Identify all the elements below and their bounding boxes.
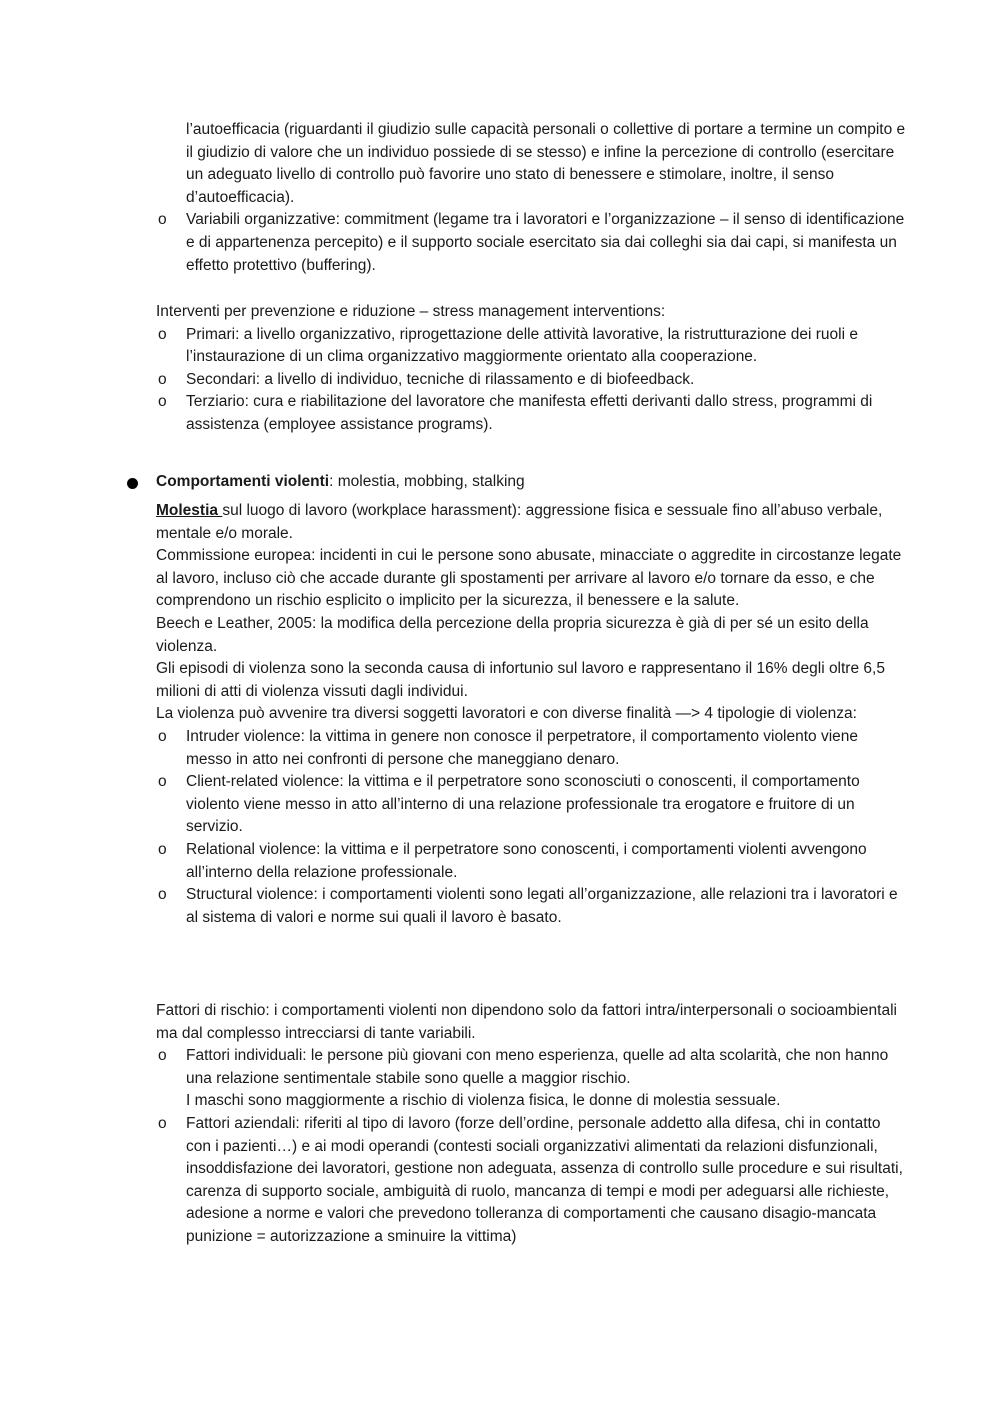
list-item-text: Relational violence: la vittima e il perpetratore sono conoscenti, i comportamenti violenti avvengono all’interno della relazione professionale. bbox=[186, 840, 867, 881]
list-marker: o bbox=[158, 393, 167, 411]
list-item bbox=[156, 1045, 906, 1113]
list-item bbox=[156, 771, 906, 839]
violence-title bbox=[156, 471, 906, 494]
violence-title-bold: Comportamenti violenti bbox=[156, 473, 330, 490]
section-interventions bbox=[156, 301, 906, 437]
list-item bbox=[156, 369, 906, 392]
list-item bbox=[156, 1113, 906, 1249]
molestia-term: Molestia bbox=[156, 502, 223, 519]
variables-list bbox=[156, 209, 906, 277]
list-marker: o bbox=[158, 370, 167, 388]
risk-heading: Fattori di rischio: i comportamenti violenti non dipendono solo da fattori intra/interpersonali o socioambientali ma dal complesso intrecciarsi di tante variabili. bbox=[156, 1002, 897, 1042]
list-item-text: Client-related violence: la vittima e il perpetratore sono sconosciuti o conoscenti, il comportamento violento viene messo in atto all’interno di una relazione professionale tra erogatore e fruitore di un servizio. bbox=[186, 773, 860, 836]
list-marker: o bbox=[158, 1047, 167, 1065]
list-item bbox=[156, 726, 906, 771]
list-item bbox=[156, 209, 906, 277]
list-marker: o bbox=[158, 1114, 167, 1132]
continuation-text: l’autoefficacia (riguardanti il giudizio sulle capacità personali o collettive di portare a termine un compito e il giudizio di valore che un individuo possiede di se stesso) e infine la percezione di controllo (esercitare un adeguato livello di controllo può favorire uno stato di benessere e stimolare, inoltre, il senso d’autoefficacia). bbox=[186, 121, 906, 206]
list-item-text: Secondari: a livello di individuo, tecniche di rilassamento e di biofeedback. bbox=[186, 370, 695, 388]
statistics-paragraph: Gli episodi di violenza sono la seconda causa di infortunio sul lavoro e rappresentano il 16% degli oltre 6,5 milioni di atti di violenza vissuti dagli individui. bbox=[156, 660, 885, 700]
risk-list bbox=[156, 1045, 906, 1248]
list-marker: o bbox=[158, 727, 167, 745]
list-item bbox=[156, 324, 906, 369]
list-item-text: Variabili organizzative: commitment (legame tra i lavoratori e l’organizzazione – il senso di identificazione e di appartenenza percepito) e il supporto sociale esercitato sia dai colleghi sia dai capi, si manifesta un effetto protettivo (buffering). bbox=[186, 211, 905, 274]
interventions-heading: Interventi per prevenzione e riduzione – stress management interventions: bbox=[156, 303, 666, 320]
list-item-text: Primari: a livello organizzativo, riprogettazione delle attività lavorative, la ristrutturazione dei ruoli e l’instaurazione di un clima organizzativo maggiormente orientato alla cooperazione. bbox=[186, 325, 858, 366]
list-marker: o bbox=[158, 325, 167, 343]
list-item-text: Fattori aziendali: riferiti al tipo di lavoro (forze dell’ordine, personale addetto alla difesa, chi in contatto con i pazienti…) e ai modi operandi (contesti sociali organizzativi alimentati da relazioni disfunzionali, insoddisfazione dei lavoratori, gestione non adeguata, assenza di controllo sulle procedure e sui risultati, carenza di supporto sociale, ambiguità di ruolo, mancanza di tempi e modi per adeguarsi alle richieste, adesione a norme e valori che prevedono tolleranza di comportamenti che causano disagio-mancata punizione = autorizzazione a sminuire la vittima) bbox=[186, 1114, 903, 1245]
list-item bbox=[156, 391, 906, 436]
list-marker: o bbox=[158, 840, 167, 858]
list-item bbox=[156, 884, 906, 929]
violence-title-rest: : molestia, mobbing, stalking bbox=[329, 473, 525, 490]
commission-paragraph: Commissione europea: incidenti in cui le persone sono abusate, minacciate o aggredite in circostanze legate al lavoro, incluso ciò che accade durante gli spostamenti per arrivare al lavoro e/o tornare da esso, e che comprendono un rischio esplicito o implicito per la sicurezza, il benessere e la salute. bbox=[156, 547, 902, 610]
list-item-text: Structural violence: i comportamenti violenti sono legati all’organizzazione, alle relazioni tra i lavoratori e al sistema di valori e norme sui quali il lavoro è basato. bbox=[186, 886, 898, 926]
molestia-definition: sul luogo di lavoro (workplace harassment): aggressione fisica e sessuale fino all’abuso verbale, mentale e/o morale. bbox=[156, 502, 883, 542]
list-item-text: Terziario: cura e riabilitazione del lavoratore che manifesta effetti derivanti dallo stress, programmi di assistenza (employee assistance programs). bbox=[186, 393, 873, 433]
typologies-paragraph: La violenza può avvenire tra diversi soggetti lavoratori e con diverse finalità —> 4 tipologie di violenza: bbox=[156, 705, 857, 723]
section-violence bbox=[156, 500, 906, 929]
section-violence-title bbox=[156, 471, 906, 494]
list-item bbox=[156, 839, 906, 884]
bullet-icon bbox=[127, 478, 138, 489]
list-item-text: Intruder violence: la vittima in genere non conosce il perpetratore, il comportamento violento viene messo in atto nei confronti di persone che maneggiano denaro. bbox=[186, 727, 859, 768]
list-item-text: Fattori individuali: le persone più giovani con meno esperienza, quelle ad alta scolarità, che non hanno una relazione sentimentale stabile sono quelle a maggior rischio. bbox=[186, 1047, 889, 1087]
violence-types-list bbox=[156, 726, 906, 929]
molestia-paragraph bbox=[156, 500, 906, 545]
list-marker: o bbox=[158, 211, 167, 229]
section-risk-factors bbox=[156, 1000, 906, 1249]
section-continuation bbox=[156, 119, 906, 277]
interventions-list bbox=[156, 324, 906, 437]
list-marker: o bbox=[158, 886, 167, 904]
list-item-continuation: I maschi sono maggiormente a rischio di violenza fisica, le donne di molestia sessuale. bbox=[186, 1092, 781, 1110]
beech-paragraph: Beech e Leather, 2005: la modifica della percezione della propria sicurezza è già di per sé un esito della violenza. bbox=[156, 614, 869, 655]
list-marker: o bbox=[158, 773, 167, 791]
